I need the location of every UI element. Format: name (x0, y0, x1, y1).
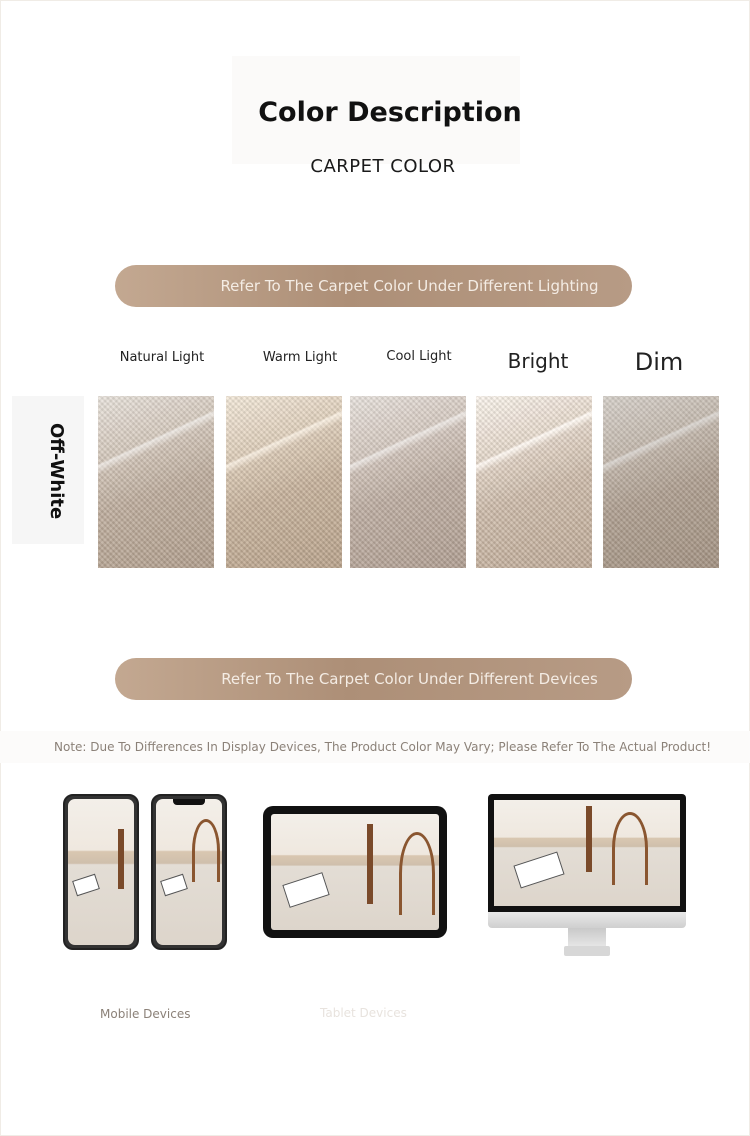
page-title: Color Description (258, 97, 522, 128)
notch-icon (173, 799, 205, 805)
phone-left-screen (68, 799, 134, 945)
column-label-natural-light: Natural Light (119, 350, 205, 365)
side-table-icon (586, 806, 592, 872)
monitor-chin (488, 912, 686, 928)
display-note: Note: Due To Differences In Display Devices, The Product Color May Vary; Please Refer To The Actual Product! (54, 740, 712, 754)
column-label-warm-light: Warm Light (262, 350, 338, 365)
column-label-cool-light: Cool Light (386, 349, 452, 364)
monitor-base (564, 946, 610, 956)
device-label-mobile: Mobile Devices (100, 1007, 191, 1021)
chair-icon (192, 819, 220, 882)
lighting-banner (115, 265, 632, 307)
chair-icon (612, 812, 648, 885)
monitor (488, 794, 686, 934)
magazine-icon (72, 874, 100, 897)
tablet-screen (271, 814, 439, 930)
monitor-bezel (488, 794, 686, 912)
swatch-bright (476, 396, 592, 568)
tablet (263, 806, 447, 938)
monitor-screen (494, 800, 680, 906)
magazine-icon (513, 851, 564, 888)
chair-icon (399, 832, 435, 915)
phone-right (151, 794, 227, 950)
side-table-icon (118, 829, 124, 889)
swatch-dim (603, 396, 719, 568)
lighting-banner-text: Refer To The Carpet Color Under Different Lighting (220, 277, 599, 295)
devices-banner (115, 658, 632, 700)
column-label-dim: Dim (634, 348, 684, 376)
side-table-icon (367, 824, 373, 904)
phone-right-screen (156, 799, 222, 945)
page-subtitle: CARPET COLOR (310, 156, 456, 177)
column-label-bright: Bright (507, 349, 569, 373)
row-label-off-white: Off-White (46, 422, 67, 520)
phone-left (63, 794, 139, 950)
devices-banner-text: Refer To The Carpet Color Under Different Devices (221, 670, 598, 688)
magazine-icon (282, 872, 329, 908)
swatch-cool-light (350, 396, 466, 568)
monitor-stand (568, 928, 606, 948)
device-label-tablet: Tablet Devices (320, 1006, 407, 1020)
swatch-natural-light (98, 396, 214, 568)
magazine-icon (160, 874, 188, 897)
swatch-warm-light (226, 396, 342, 568)
